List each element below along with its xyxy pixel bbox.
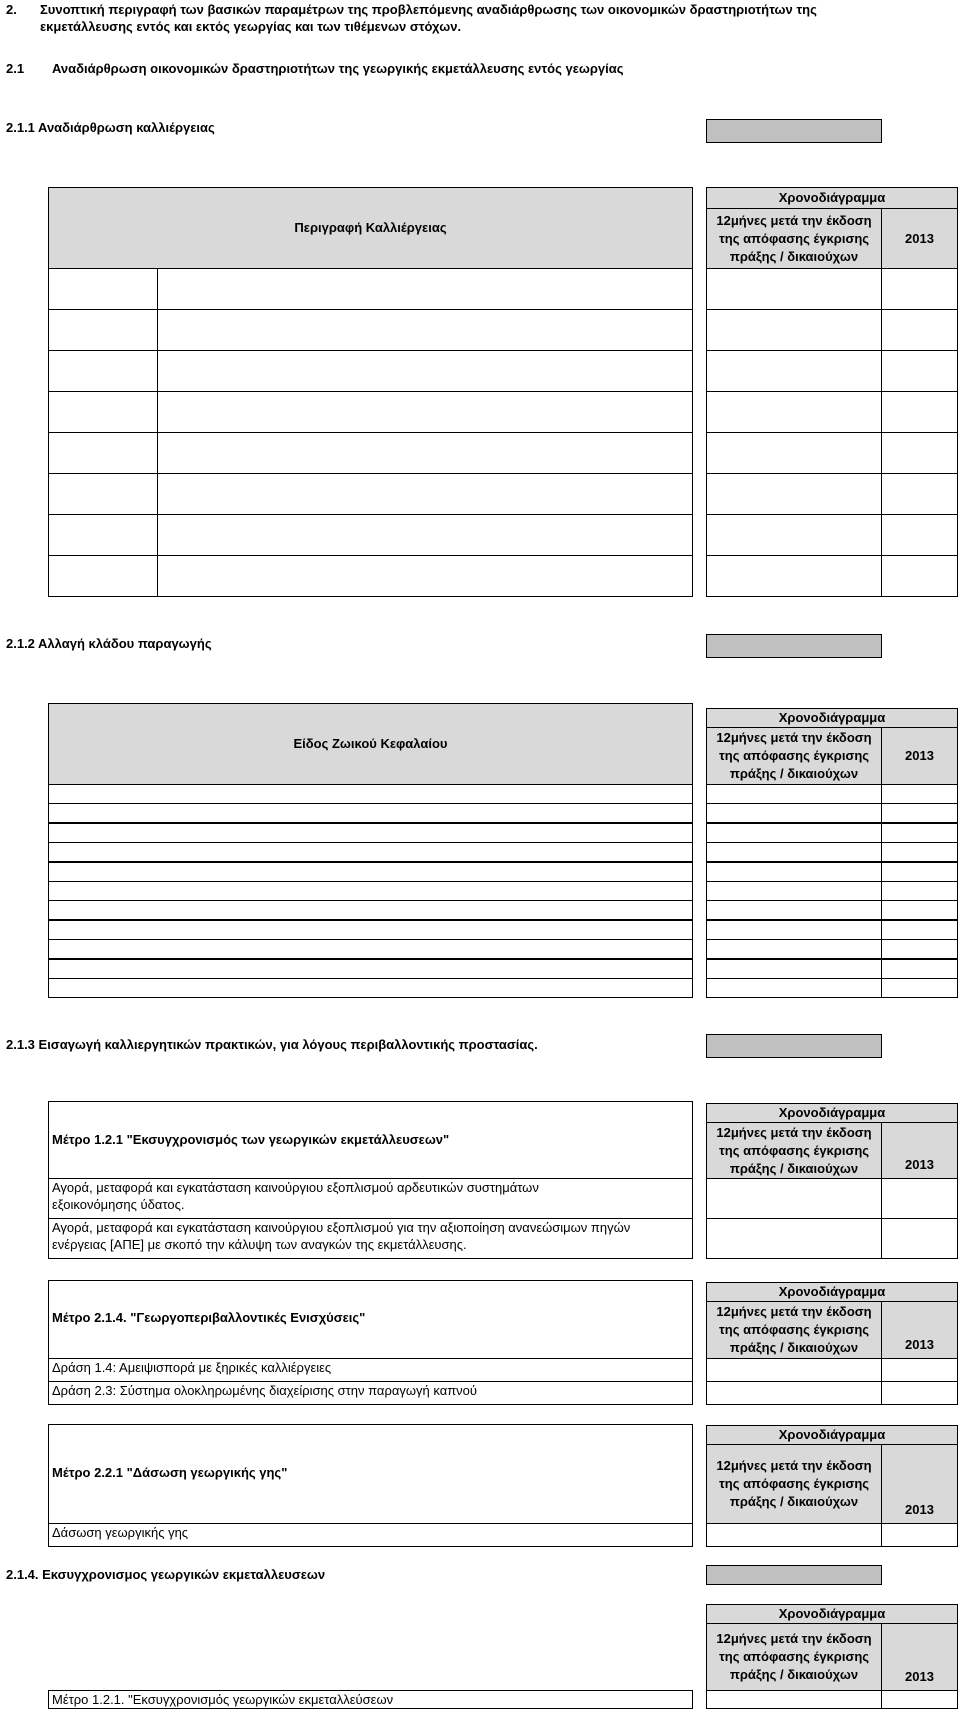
crop-code-cell[interactable] — [48, 350, 158, 392]
schedule-cell[interactable] — [706, 803, 882, 823]
section-2-1-4-field[interactable] — [706, 1565, 882, 1585]
schedule-cell[interactable] — [706, 1358, 882, 1382]
section-2-1-title: Αναδιάρθρωση οικονομικών δραστηριοτήτων της γεωργικής εκμετάλλευσης εντός γεωργίας — [52, 61, 624, 76]
crop-description-cell[interactable] — [157, 268, 693, 310]
schedule-period-header-4 — [706, 1301, 882, 1359]
schedule-year-header-3: 2013 — [881, 1122, 958, 1179]
section-2-1-1-field[interactable] — [706, 119, 882, 143]
schedule-year-header-2: 2013 — [881, 727, 958, 785]
schedule-line2: της απόφασης έγκρισης — [718, 1142, 870, 1158]
schedule-cell[interactable] — [706, 881, 882, 901]
row-text-line2: ενέργειας [ΑΠΕ] με σκοπό την κάλυψη των αναγκών της εκμετάλλευσης. — [52, 1237, 467, 1252]
year-cell[interactable] — [881, 881, 958, 901]
year-cell[interactable] — [881, 803, 958, 823]
row-text-line1: Αγορά, μεταφορά και εγκατάσταση καινούργιου εξοπλισμού για την αξιοποίηση ανανεώσιμων πηγών — [52, 1220, 631, 1235]
schedule-cell[interactable] — [706, 268, 882, 310]
schedule-period-header-3 — [706, 1122, 882, 1179]
schedule-cell[interactable] — [706, 939, 882, 959]
schedule-line2: της απόφασης έγκρισης — [718, 230, 870, 246]
crop-code-cell[interactable] — [48, 473, 158, 515]
schedule-line3: πράξης / δικαιούχων — [729, 1494, 859, 1509]
year-cell[interactable] — [881, 784, 958, 804]
livestock-cell[interactable] — [48, 978, 693, 998]
year-cell[interactable] — [881, 1178, 958, 1219]
schedule-year-header-6: 2013 — [881, 1623, 958, 1691]
crop-code-cell[interactable] — [48, 432, 158, 474]
schedule-cell[interactable] — [706, 862, 882, 882]
year-cell[interactable] — [881, 939, 958, 959]
section-2-1-3-title: 2.1.3 Εισαγωγή καλλιεργητικών πρακτικών, για λόγους περιβαλλοντικής προστασίας. — [6, 1037, 538, 1052]
livestock-cell[interactable] — [48, 862, 693, 882]
measure-2-2-1-row-1: Δάσωση γεωργικής γης — [48, 1523, 693, 1547]
schedule-year-header-4: 2013 — [881, 1301, 958, 1359]
section-number-2-1: 2.1 — [6, 61, 25, 76]
schedule-line3: πράξης / δικαιούχων — [729, 1667, 859, 1682]
section-2-1-4-row-1: Μέτρο 1.2.1. "Εκσυγχρονισμός γεωργικών εκμεταλλεύσεων — [48, 1690, 693, 1709]
schedule-period-header-6 — [706, 1623, 882, 1691]
schedule-cell[interactable] — [706, 920, 882, 940]
section-number-2: 2. — [6, 2, 17, 17]
schedule-period-header-5 — [706, 1444, 882, 1524]
section-2-1-4-title: 2.1.4. Εκσυγχρονισμος γεωργικών εκμεταλλευσεων — [6, 1567, 326, 1582]
schedule-line2: της απόφασης έγκρισης — [718, 1322, 870, 1337]
schedule-cell[interactable] — [706, 1178, 882, 1219]
schedule-cell[interactable] — [706, 391, 882, 433]
livestock-cell[interactable] — [48, 959, 693, 979]
livestock-cell[interactable] — [48, 842, 693, 862]
measure-2-1-4-row-1: Δράση 1.4: Αμειψισπορά με ξηρικές καλλιέργειες — [48, 1358, 693, 1382]
livestock-cell[interactable] — [48, 939, 693, 959]
year-cell[interactable] — [881, 268, 958, 310]
year-cell[interactable] — [881, 959, 958, 979]
schedule-year-header-5: 2013 — [881, 1444, 958, 1524]
schedule-cell[interactable] — [706, 823, 882, 843]
schedule-title-6: Χρονοδιάγραμμα — [706, 1604, 958, 1624]
year-cell[interactable] — [881, 555, 958, 597]
schedule-title-1: Χρονοδιάγραμμα — [706, 187, 958, 209]
section-2-1-1-title: 2.1.1 Αναδιάρθρωση καλλιέργειας — [6, 120, 215, 135]
row-text-line2: εξοικονόμησης ύδατος. — [52, 1197, 185, 1212]
year-cell[interactable] — [881, 920, 958, 940]
livestock-cell[interactable] — [48, 823, 693, 843]
year-cell[interactable] — [881, 1381, 958, 1405]
schedule-cell[interactable] — [706, 1381, 882, 1405]
schedule-period-header-1 — [706, 208, 882, 269]
schedule-cell[interactable] — [706, 1218, 882, 1259]
schedule-period-header-2 — [706, 727, 882, 785]
year-cell[interactable] — [881, 391, 958, 433]
year-cell[interactable] — [881, 1690, 958, 1709]
crop-code-cell[interactable] — [48, 514, 158, 556]
measure-2-2-1-header — [48, 1424, 693, 1524]
year-cell[interactable] — [881, 1218, 958, 1259]
schedule-line1: 12μήνες μετά την έκδοση — [716, 1304, 872, 1319]
row-text-line1: Αγορά, μεταφορά και εγκατάσταση καινούργιου εξοπλισμού αρδευτικών συστημάτων — [52, 1180, 539, 1195]
livestock-cell[interactable] — [48, 920, 693, 940]
schedule-title-2: Χρονοδιάγραμμα — [706, 708, 958, 728]
schedule-year-header-1: 2013 — [881, 208, 958, 269]
measure-2-1-4-row-2: Δράση 2.3: Σύστημα ολοκληρωμένης διαχείρισης στην παραγωγή καπνού — [48, 1381, 693, 1405]
crop-description-cell[interactable] — [157, 473, 693, 515]
schedule-line1: 12μήνες μετά την έκδοση — [716, 1631, 872, 1646]
crop-description-cell[interactable] — [157, 555, 693, 597]
crop-code-cell[interactable] — [48, 391, 158, 433]
year-cell[interactable] — [881, 473, 958, 515]
schedule-line3: πράξης / δικαιούχων — [729, 1340, 859, 1355]
schedule-line3: πράξης / δικαιούχων — [729, 1160, 859, 1176]
year-cell[interactable] — [881, 514, 958, 556]
section-2-1-3-field[interactable] — [706, 1034, 882, 1058]
crop-description-cell[interactable] — [157, 350, 693, 392]
livestock-cell[interactable] — [48, 881, 693, 901]
schedule-title-5: Χρονοδιάγραμμα — [706, 1425, 958, 1445]
year-cell[interactable] — [881, 309, 958, 351]
livestock-type-header: Είδος Ζωικού Κεφαλαίου — [48, 703, 693, 785]
schedule-line1: 12μήνες μετά την έκδοση — [716, 1458, 872, 1473]
year-cell[interactable] — [881, 862, 958, 882]
year-cell[interactable] — [881, 1358, 958, 1382]
measure-2-1-4-title: Μέτρο 2.1.4. "Γεωργοπεριβαλλοντικές Ενισχύσεις" — [52, 1310, 366, 1325]
section-2-title-line2: εκμετάλλευσης εντός και εκτός γεωργίας και των τιθέμενων στόχων. — [40, 19, 462, 34]
schedule-line2: της απόφασης έγκρισης — [718, 1649, 870, 1664]
schedule-line1: 12μήνες μετά την έκδοση — [716, 730, 872, 745]
year-cell[interactable] — [881, 350, 958, 392]
schedule-cell[interactable] — [706, 1523, 882, 1547]
crop-code-cell[interactable] — [48, 309, 158, 351]
schedule-title-4: Χρονοδιάγραμμα — [706, 1282, 958, 1302]
schedule-line3: πράξης / δικαιούχων — [729, 766, 859, 781]
crop-code-cell[interactable] — [48, 268, 158, 310]
schedule-title-3: Χρονοδιάγραμμα — [706, 1103, 958, 1123]
schedule-line3: πράξης / δικαιούχων — [729, 248, 859, 264]
schedule-cell[interactable] — [706, 784, 882, 804]
crop-description-header: Περιγραφή Καλλιέργειας — [48, 187, 693, 269]
livestock-cell[interactable] — [48, 803, 693, 823]
crop-description-cell[interactable] — [157, 514, 693, 556]
measure-1-2-1-header — [48, 1101, 693, 1179]
schedule-line2: της απόφασης έγκρισης — [718, 748, 870, 763]
section-2-1-2-title: 2.1.2 Αλλαγή κλάδου παραγωγής — [6, 636, 212, 651]
year-cell[interactable] — [881, 978, 958, 998]
schedule-cell[interactable] — [706, 1690, 882, 1709]
year-cell[interactable] — [881, 900, 958, 920]
year-cell[interactable] — [881, 1523, 958, 1547]
crop-description-cell[interactable] — [157, 391, 693, 433]
livestock-cell[interactable] — [48, 784, 693, 804]
schedule-cell[interactable] — [706, 842, 882, 862]
crop-description-cell[interactable] — [157, 309, 693, 351]
year-cell[interactable] — [881, 842, 958, 862]
schedule-cell[interactable] — [706, 514, 882, 556]
livestock-cell[interactable] — [48, 900, 693, 920]
schedule-line1: 12μήνες μετά την έκδοση — [716, 212, 872, 228]
section-2-1-2-field[interactable] — [706, 634, 882, 658]
schedule-cell[interactable] — [706, 309, 882, 351]
year-cell[interactable] — [881, 823, 958, 843]
measure-1-2-1-row-2 — [48, 1218, 693, 1259]
measure-2-1-4-header — [48, 1280, 693, 1359]
measure-2-2-1-title: Μέτρο 2.2.1 "Δάσωση γεωργικής γης" — [52, 1465, 288, 1480]
crop-description-cell[interactable] — [157, 432, 693, 474]
schedule-line2: της απόφασης έγκρισης — [718, 1476, 870, 1491]
measure-1-2-1-title: Μέτρο 1.2.1 "Εκσυγχρονισμός των γεωργικών εκμετάλλευσεων" — [52, 1132, 450, 1147]
year-cell[interactable] — [881, 432, 958, 474]
crop-code-cell[interactable] — [48, 555, 158, 597]
section-2-title-line1: Συνοπτική περιγραφή των βασικών παραμέτρων της προβλεπόμενης αναδιάρθρωσης των οικονομικών δραστηριοτήτων της — [40, 2, 817, 17]
schedule-cell[interactable] — [706, 900, 882, 920]
schedule-line1: 12μήνες μετά την έκδοση — [716, 1124, 872, 1140]
schedule-cell[interactable] — [706, 959, 882, 979]
schedule-cell[interactable] — [706, 432, 882, 474]
schedule-cell[interactable] — [706, 555, 882, 597]
measure-1-2-1-row-1 — [48, 1178, 693, 1219]
schedule-cell[interactable] — [706, 350, 882, 392]
schedule-cell[interactable] — [706, 473, 882, 515]
schedule-cell[interactable] — [706, 978, 882, 998]
